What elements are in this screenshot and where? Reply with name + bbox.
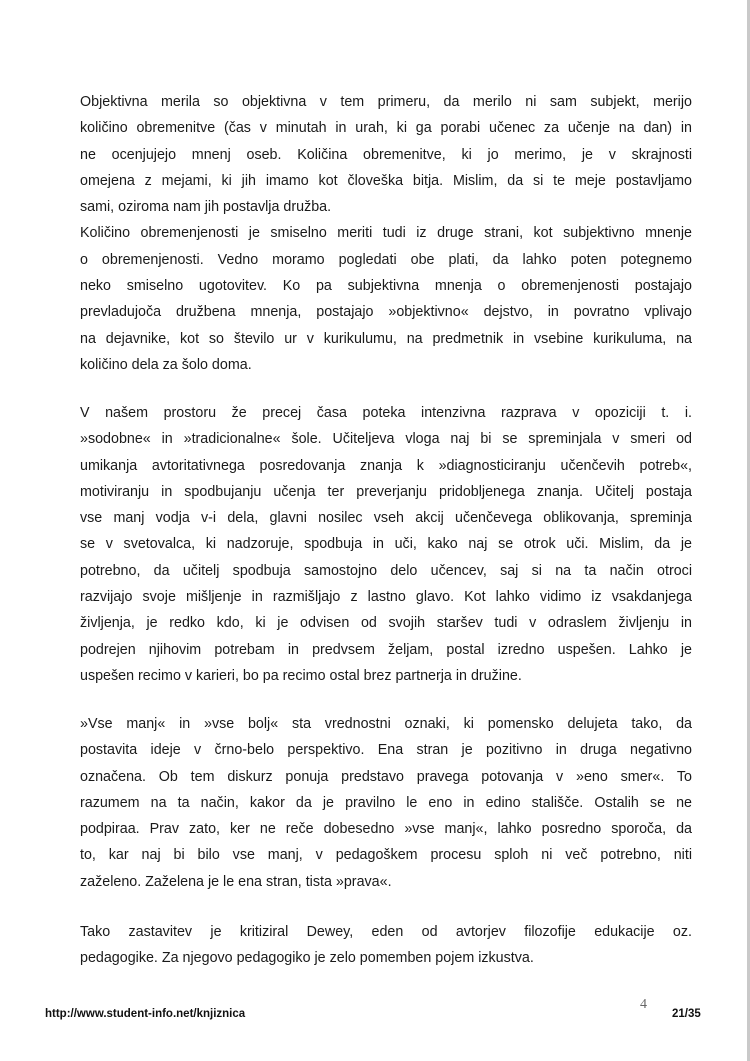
text-line: Tako zastavitev je kritiziral Dewey, eden od avtorjev filozofije edukacije oz. [80,924,692,940]
text-line: razvijajo svoje mišljenje in razmišljajo z lastno glavo. Kot lahko vidimo iz vsakdanjega [80,589,692,606]
text-line: označena. Ob tem diskurz ponuja predstavo pravega potovanja v »eno smer«. To [80,768,692,785]
text-line: zaželeno. Zaželena je le ena stran, tista »prava«. [80,873,392,890]
text-line: neko smiselno ugotovitev. Ko pa subjektivna mnenja o obremenjenosti postajajo [80,278,692,295]
text-line: uspešen recimo v karieri, bo pa recimo ostal brez partnerja in družine. [80,667,522,684]
text-line: življenja, je redko kdo, ki je odvisen od svojih staršev tudi v odraslem življenju in [80,615,692,632]
text-line: količino obremenitve (čas v minutah in urah, ki ga porabi učenec za učenje na dan) in [80,120,692,137]
text-line: »sodobne« in »tradicionalne« šole. Učiteljeva vloga naj bi se spreminjala v smeri od [80,431,692,448]
text-line: količino dela za šolo doma. [80,356,252,373]
text-line: motiviranju in spodbujanju učenja ter preverjanju pridobljenega znanja. Učitelj postaja [80,483,692,500]
footer-page-count: 21/35 [672,1008,701,1020]
text-line: o obremenjenosti. Vedno moramo pogledati obe plati, da lahko poten potegnemo [80,251,692,268]
text-line: sami, oziroma nam jih postavlja družba. [80,199,332,216]
text-line: razumem na ta način, kakor da je pravilno le eno in edino stališče. Ostalih se ne [80,794,692,811]
text-line: pedagogike. Za njegovo pedagogiko je zelo pomemben pojem izkustva. [80,950,534,967]
page-number: 4 [640,997,647,1012]
paragraph-3 [80,711,692,895]
text-line: to, kar naj bi bilo vse manj, v pedagoškem procesu sploh ni več potrebno, niti [80,847,692,864]
text-line: podpiraa. Prav zato, ker ne reče dobesedno »vse manj«, lahko posredno sporoča, da [80,821,692,838]
text-line: postavita ideje v črno-belo perspektivo. Ena stran je pozitivno in druga negativno [80,742,692,759]
text-line: vse manj vodja v-i dela, glavni nosilec vseh akcij učenčevega oblikovanja, spreminja [80,510,692,527]
text-line: prevladujoča družbena mnenja, postajajo »objektivno« dejstvo, in povratno vplivajo [80,304,692,321]
text-line: Objektivna merila so objektivna v tem primeru, da merilo ni sam subjekt, merijo [80,94,692,110]
text-line: umikanja avtoritativnega posredovanja znanja k »diagnosticiranju učenčevih potreb«, [80,457,692,474]
paragraph-1 [80,89,692,378]
paragraph-2 [80,400,692,689]
text-line: Količino obremenjenosti je smiselno meriti tudi iz druge strani, kot subjektivno mnenje [80,225,692,242]
text-line: potrebno, da učitelj spodbuja samostojno delo učencev, saj si na ta način otroci [80,562,692,579]
text-line: ne ocenjujejo mnenj oseb. Količina obremenitve, ki jo merimo, je v skrajnosti [80,146,692,163]
text-line: »Vse manj« in »vse bolj« sta vrednostni oznaki, ki pomensko delujeta tako, da [80,716,692,732]
text-line: se v svetovalca, ki nadzoruje, spodbuja in uči, kako naj se otrok uči. Mislim, da je [80,536,692,553]
text-line: omejena z mejami, ki jih imamo kot človeška bitja. Mislim, da si te meje postavljamo [80,172,692,189]
paragraph-4 [80,919,692,972]
text-line: V našem prostoru že precej časa poteka intenzivna razprava v opoziciji t. i. [80,405,692,421]
text-line: na dejavnike, kot so število ur v kurikulumu, na predmetnik in vsebine kurikuluma, na [80,330,692,347]
footer-url-link[interactable]: http://www.student-info.net/knjiznica [45,1008,246,1020]
text-line: podrejen njihovim potrebam in predvsem željam, postal izredno uspešen. Lahko je [80,641,692,658]
